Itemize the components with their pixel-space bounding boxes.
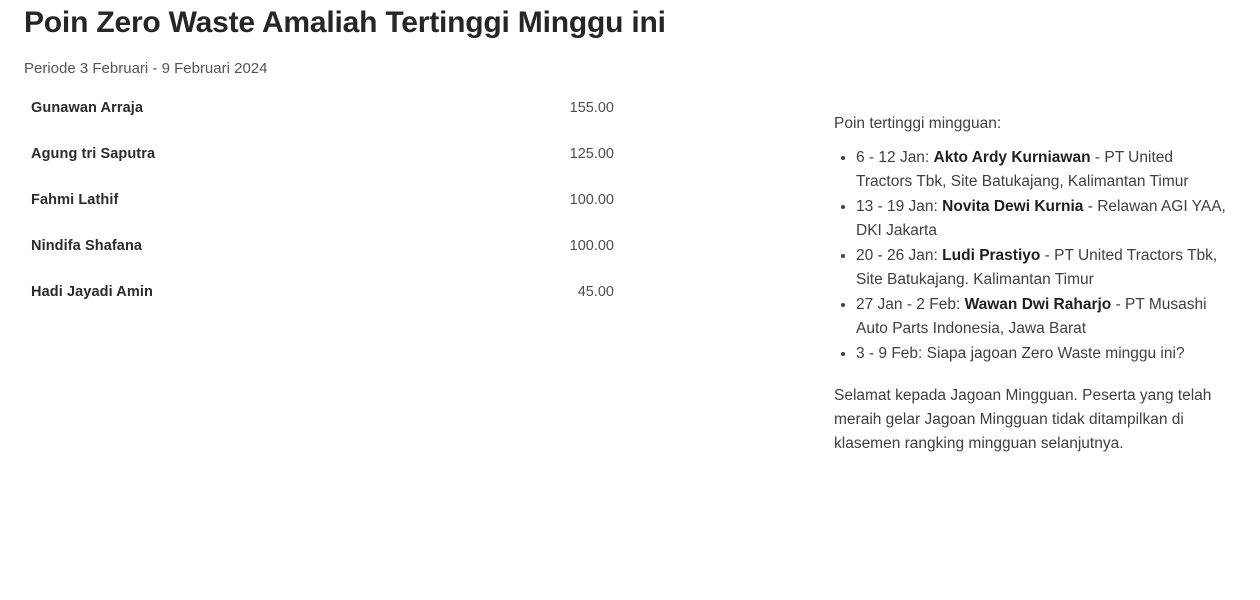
champion-name: Wawan Dwi Raharjo	[964, 296, 1112, 314]
participant-name: Fahmi Lathif	[31, 192, 119, 208]
list-item	[856, 342, 1226, 366]
champion-range: 6 - 12 Jan:	[856, 149, 934, 167]
weekly-champions-panel	[834, 112, 1226, 456]
participant-score: 155.00	[569, 100, 614, 116]
participant-name: Agung tri Saputra	[31, 146, 156, 162]
champion-detail: Siapa jagoan Zero Waste minggu ini?	[926, 345, 1185, 363]
champion-name: Novita Dewi Kurnia	[942, 198, 1084, 216]
champion-detail: - PT United Tractors Tbk, Site Batukajang. Kalimantan Timur	[856, 247, 1218, 289]
participant-name: Nindifa Shafana	[31, 238, 143, 254]
participant-score: 125.00	[569, 146, 614, 162]
table-row	[24, 238, 804, 284]
leaderboard-list	[24, 100, 804, 330]
participant-score: 100.00	[569, 192, 614, 208]
champion-detail: - PT United Tractors Tbk, Site Batukajang, Kalimantan Timur	[856, 149, 1189, 191]
champion-detail: - PT Musashi Auto Parts Indonesia, Jawa Barat	[856, 296, 1207, 338]
participant-name: Hadi Jayadi Amin	[31, 284, 153, 300]
champion-range: 20 - 26 Jan:	[856, 247, 943, 265]
champion-range: 27 Jan - 2 Feb:	[856, 296, 965, 314]
table-row	[24, 100, 804, 146]
table-row	[24, 146, 804, 192]
champion-range: 13 - 19 Jan:	[856, 198, 943, 216]
table-row	[24, 192, 804, 238]
list-item	[856, 195, 1226, 243]
champion-detail: - Relawan AGI YAA, DKI Jakarta	[856, 198, 1226, 240]
table-row	[24, 284, 804, 330]
list-item	[856, 293, 1226, 341]
page-title: Poin Zero Waste Amaliah Tertinggi Minggu ini	[24, 6, 666, 39]
list-item	[856, 244, 1226, 292]
period-label: Periode 3 Februari - 9 Februari 2024	[24, 60, 268, 77]
champion-name: Ludi Prastiyo	[942, 247, 1041, 265]
champion-range: 3 - 9 Feb:	[856, 345, 927, 363]
participant-score: 100.00	[569, 238, 614, 254]
weekly-champions-list	[834, 146, 1226, 366]
participant-name: Gunawan Arraja	[31, 100, 144, 116]
participant-score: 45.00	[577, 284, 614, 300]
weekly-champions-note: Selamat kepada Jagoan Mingguan. Peserta yang telah meraih gelar Jagoan Mingguan tidak ditampilkan di klasemen rangking mingguan selanjutnya.	[834, 387, 1212, 453]
list-item	[856, 146, 1226, 194]
champion-name: Akto Ardy Kurniawan	[933, 149, 1091, 167]
weekly-champions-intro: Poin tertinggi mingguan:	[834, 115, 1002, 132]
